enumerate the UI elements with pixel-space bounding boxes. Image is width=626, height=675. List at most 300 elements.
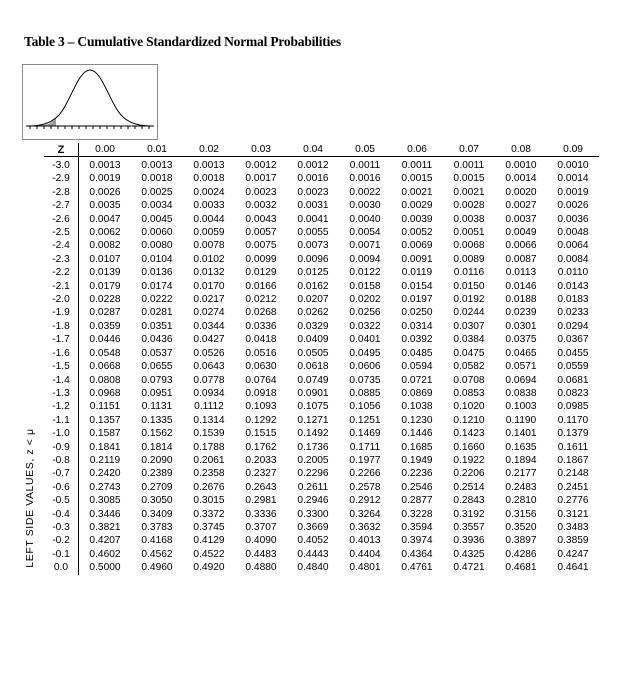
probability-cell: 0.4286 — [505, 548, 537, 560]
table-row — [44, 320, 599, 333]
probability-cell: 0.4443 — [297, 548, 329, 560]
probability-cell: 0.0537 — [141, 347, 173, 359]
probability-cell: 0.2810 — [505, 495, 537, 507]
probability-cell: 0.0010 — [557, 160, 589, 171]
probability-cell: 0.2090 — [141, 454, 173, 466]
probability-cell: 0.0139 — [89, 267, 121, 279]
probability-cell: 0.0082 — [89, 240, 121, 252]
column-header: 0.04 — [303, 144, 323, 155]
probability-cell: 0.1736 — [297, 441, 329, 453]
side-axis-label — [20, 428, 40, 568]
probability-cell: 0.1539 — [193, 428, 225, 440]
z-value-cell: -2.0 — [44, 293, 79, 306]
probability-cell: 0.0102 — [193, 253, 225, 265]
probability-cell: 0.0021 — [453, 186, 485, 198]
probability-cell: 0.1515 — [245, 428, 277, 440]
table-row — [44, 521, 599, 534]
probability-cell: 0.1894 — [505, 454, 537, 466]
probability-cell: 0.3821 — [89, 521, 121, 533]
table-row — [44, 186, 599, 199]
probability-cell: 0.4364 — [401, 548, 433, 560]
probability-cell: 0.3228 — [401, 508, 433, 520]
probability-cell: 0.4602 — [89, 548, 121, 560]
column-header: 0.05 — [355, 144, 375, 155]
table-row — [44, 199, 599, 212]
probability-cell: 0.4247 — [557, 548, 589, 560]
probability-cell: 0.0015 — [401, 173, 433, 185]
probability-cell: 0.4404 — [349, 548, 381, 560]
probability-cell: 0.1056 — [349, 401, 381, 413]
probability-cell: 0.5000 — [89, 562, 121, 574]
probability-cell: 0.2946 — [297, 495, 329, 507]
probability-cell: 0.0222 — [141, 294, 173, 306]
probability-cell: 0.0014 — [505, 173, 537, 185]
z-value-cell: -2.6 — [44, 213, 79, 226]
probability-cell: 0.1446 — [401, 428, 433, 440]
probability-cell: 0.3050 — [141, 495, 173, 507]
probability-cell: 0.2546 — [401, 481, 433, 493]
probability-cell: 0.0427 — [193, 334, 225, 346]
probability-cell: 0.0778 — [193, 374, 225, 386]
probability-cell: 0.0314 — [401, 320, 433, 332]
probability-cell: 0.0013 — [141, 160, 173, 171]
probability-cell: 0.0329 — [297, 320, 329, 332]
probability-cell: 0.0367 — [557, 334, 589, 346]
z-value-cell: -0.3 — [44, 521, 79, 534]
probability-cell: 0.3483 — [557, 521, 589, 533]
probability-cell: 0.0694 — [505, 374, 537, 386]
probability-cell: 0.3264 — [349, 508, 381, 520]
z-value-cell: -1.5 — [44, 360, 79, 373]
probability-cell: 0.4013 — [349, 535, 381, 547]
probability-cell: 0.0025 — [141, 186, 173, 198]
probability-cell: 0.0011 — [349, 160, 381, 171]
probability-cell: 0.0294 — [557, 320, 589, 332]
probability-cell: 0.1711 — [349, 441, 381, 453]
probability-cell: 0.1093 — [245, 401, 277, 413]
z-value-cell: -1.3 — [44, 387, 79, 400]
probability-cell: 0.0262 — [297, 307, 329, 319]
z-table-header-row — [44, 143, 599, 157]
probability-cell: 0.3446 — [89, 508, 121, 520]
probability-cell: 0.3594 — [401, 521, 433, 533]
probability-cell: 0.0749 — [297, 374, 329, 386]
column-header: 0.03 — [251, 144, 271, 155]
probability-cell: 0.1660 — [453, 441, 485, 453]
probability-cell: 0.1210 — [453, 414, 485, 426]
z-value-cell: -1.1 — [44, 414, 79, 427]
probability-cell: 0.2005 — [297, 454, 329, 466]
probability-cell: 0.1379 — [557, 428, 589, 440]
probability-cell: 0.0021 — [401, 186, 433, 198]
z-value-cell: 0.0 — [44, 561, 79, 574]
probability-cell: 0.2033 — [245, 454, 277, 466]
probability-cell: 0.2912 — [349, 495, 381, 507]
probability-cell: 0.3300 — [297, 508, 329, 520]
probability-cell: 0.3859 — [557, 535, 589, 547]
z-value-cell: -1.4 — [44, 374, 79, 387]
probability-cell: 0.1170 — [557, 414, 589, 426]
probability-cell: 0.0162 — [297, 280, 329, 292]
probability-cell: 0.0256 — [349, 307, 381, 319]
probability-cell: 0.0571 — [505, 361, 537, 373]
probability-cell: 0.4801 — [349, 562, 381, 574]
column-header: 0.06 — [407, 144, 427, 155]
probability-cell: 0.4761 — [401, 562, 433, 574]
probability-cell: 0.0132 — [193, 267, 225, 279]
probability-cell: 0.0436 — [141, 334, 173, 346]
probability-cell: 0.0985 — [557, 401, 589, 413]
probability-cell: 0.0054 — [349, 227, 381, 239]
probability-cell: 0.0618 — [297, 361, 329, 373]
probability-cell: 0.0516 — [245, 347, 277, 359]
probability-cell: 0.0344 — [193, 320, 225, 332]
probability-cell: 0.0918 — [245, 387, 277, 399]
probability-cell: 0.0010 — [505, 160, 537, 171]
probability-cell: 0.0062 — [89, 227, 121, 239]
probability-cell: 0.0951 — [141, 387, 173, 399]
probability-cell: 0.0075 — [245, 240, 277, 252]
probability-cell: 0.0212 — [245, 294, 277, 306]
probability-cell: 0.0055 — [297, 227, 329, 239]
probability-cell: 0.0122 — [349, 267, 381, 279]
probability-cell: 0.1314 — [193, 414, 225, 426]
table-row — [44, 347, 599, 360]
probability-cell: 0.0125 — [297, 267, 329, 279]
probability-cell: 0.0392 — [401, 334, 433, 346]
probability-cell: 0.0418 — [245, 334, 277, 346]
probability-cell: 0.3745 — [193, 521, 225, 533]
z-value-cell: -1.0 — [44, 427, 79, 440]
probability-cell: 0.0233 — [557, 307, 589, 319]
probability-cell: 0.0446 — [89, 334, 121, 346]
probability-cell: 0.0011 — [401, 160, 433, 171]
z-value-cell: -0.1 — [44, 548, 79, 561]
probability-cell: 0.2578 — [349, 481, 381, 493]
probability-cell: 0.0019 — [557, 186, 589, 198]
probability-cell: 0.1762 — [245, 441, 277, 453]
probability-cell: 0.2514 — [453, 481, 485, 493]
probability-cell: 0.0808 — [89, 374, 121, 386]
probability-cell: 0.0202 — [349, 294, 381, 306]
probability-cell: 0.0080 — [141, 240, 173, 252]
probability-cell: 0.0018 — [193, 173, 225, 185]
probability-cell: 0.0150 — [453, 280, 485, 292]
probability-cell: 0.0089 — [453, 253, 485, 265]
table-row — [44, 253, 599, 266]
probability-cell: 0.3897 — [505, 535, 537, 547]
probability-cell: 0.4483 — [245, 548, 277, 560]
probability-cell: 0.2981 — [245, 495, 277, 507]
probability-cell: 0.4681 — [505, 562, 537, 574]
probability-cell: 0.0084 — [557, 253, 589, 265]
z-value-cell: -0.6 — [44, 481, 79, 494]
z-value-cell: -1.6 — [44, 347, 79, 360]
z-value-cell: -2.1 — [44, 280, 79, 293]
probability-cell: 0.0039 — [401, 213, 433, 225]
probability-cell: 0.0069 — [401, 240, 433, 252]
probability-cell: 0.1841 — [89, 441, 121, 453]
probability-cell: 0.0030 — [349, 200, 381, 212]
probability-cell: 0.0630 — [245, 361, 277, 373]
probability-cell: 0.1949 — [401, 454, 433, 466]
probability-cell: 0.1357 — [89, 414, 121, 426]
probability-cell: 0.1131 — [141, 401, 173, 413]
probability-cell: 0.1423 — [453, 428, 485, 440]
probability-cell: 0.1867 — [557, 454, 589, 466]
probability-cell: 0.4721 — [453, 562, 485, 574]
table-row — [44, 548, 599, 561]
probability-cell: 0.3707 — [245, 521, 277, 533]
z-value-cell: -0.4 — [44, 508, 79, 521]
probability-cell: 0.0143 — [557, 280, 589, 292]
probability-cell: 0.1230 — [401, 414, 433, 426]
probability-cell: 0.1112 — [194, 401, 224, 413]
column-header: 0.07 — [459, 144, 479, 155]
probability-cell: 0.4840 — [297, 562, 329, 574]
probability-cell: 0.0012 — [297, 160, 329, 171]
probability-cell: 0.0183 — [557, 294, 589, 306]
probability-cell: 0.0475 — [453, 347, 485, 359]
probability-cell: 0.0668 — [89, 361, 121, 373]
probability-cell: 0.4168 — [141, 535, 173, 547]
z-value-cell: -2.2 — [44, 266, 79, 279]
table-row — [44, 360, 599, 373]
probability-cell: 0.0023 — [297, 186, 329, 198]
table-row — [44, 481, 599, 494]
probability-cell: 0.4920 — [193, 562, 225, 574]
probability-cell: 0.1271 — [297, 414, 329, 426]
probability-cell: 0.0166 — [245, 280, 277, 292]
probability-cell: 0.3372 — [193, 508, 225, 520]
probability-cell: 0.0869 — [401, 387, 433, 399]
probability-cell: 0.2389 — [141, 468, 173, 480]
probability-cell: 0.0582 — [453, 361, 485, 373]
table-row — [44, 306, 599, 319]
probability-cell: 0.2483 — [505, 481, 537, 493]
column-header: 0.02 — [199, 144, 219, 155]
table-row — [44, 266, 599, 279]
probability-cell: 0.2148 — [557, 468, 589, 480]
table-row — [44, 280, 599, 293]
probability-cell: 0.0465 — [505, 347, 537, 359]
probability-cell: 0.1685 — [401, 441, 433, 453]
probability-cell: 0.1562 — [141, 428, 173, 440]
probability-cell: 0.0013 — [89, 160, 121, 171]
z-value-cell: -2.4 — [44, 239, 79, 252]
probability-cell: 0.0091 — [401, 253, 433, 265]
probability-cell: 0.0158 — [349, 280, 381, 292]
probability-cell: 0.3085 — [89, 495, 121, 507]
probability-cell: 0.0032 — [245, 200, 277, 212]
probability-cell: 0.2843 — [453, 495, 485, 507]
probability-cell: 0.0104 — [141, 253, 173, 265]
probability-cell: 0.0037 — [505, 213, 537, 225]
probability-cell: 0.1977 — [349, 454, 381, 466]
probability-cell: 0.0838 — [505, 387, 537, 399]
table-row — [44, 427, 599, 440]
probability-cell: 0.2119 — [89, 454, 121, 466]
probability-cell: 0.0094 — [349, 253, 381, 265]
z-value-cell: -1.7 — [44, 333, 79, 346]
probability-cell: 0.2611 — [297, 481, 329, 493]
probability-cell: 0.0764 — [245, 374, 277, 386]
z-value-cell: -2.3 — [44, 253, 79, 266]
table-row — [44, 441, 599, 454]
probability-cell: 0.0066 — [505, 240, 537, 252]
table-row — [44, 157, 599, 173]
z-column-header: Z — [44, 143, 79, 157]
probability-cell: 0.0274 — [193, 307, 225, 319]
probability-cell: 0.1151 — [89, 401, 121, 413]
probability-cell: 0.0071 — [349, 240, 381, 252]
probability-cell: 0.0485 — [401, 347, 433, 359]
probability-cell: 0.4052 — [297, 535, 329, 547]
probability-cell: 0.1292 — [245, 414, 277, 426]
probability-cell: 0.0307 — [453, 320, 485, 332]
probability-cell: 0.0594 — [401, 361, 433, 373]
probability-cell: 0.0655 — [141, 361, 173, 373]
probability-cell: 0.2358 — [193, 468, 225, 480]
probability-cell: 0.0022 — [349, 186, 381, 198]
table-row — [44, 414, 599, 427]
probability-cell: 0.0681 — [557, 374, 589, 386]
probability-cell: 0.0170 — [193, 280, 225, 292]
probability-cell: 0.1190 — [505, 414, 537, 426]
probability-cell: 0.2451 — [557, 481, 589, 493]
z-value-cell: -1.2 — [44, 400, 79, 413]
probability-cell: 0.3015 — [193, 495, 225, 507]
probability-cell: 0.1922 — [453, 454, 485, 466]
probability-cell: 0.0038 — [453, 213, 485, 225]
probability-cell: 0.4090 — [245, 535, 277, 547]
probability-cell: 0.0793 — [141, 374, 173, 386]
probability-cell: 0.0020 — [505, 186, 537, 198]
probability-cell: 0.4522 — [193, 548, 225, 560]
probability-cell: 0.1401 — [505, 428, 537, 440]
probability-cell: 0.0336 — [245, 320, 277, 332]
probability-cell: 0.2643 — [245, 481, 277, 493]
probability-cell: 0.0351 — [141, 320, 173, 332]
probability-cell: 0.0207 — [297, 294, 329, 306]
probability-cell: 0.0239 — [505, 307, 537, 319]
probability-cell: 0.0073 — [297, 240, 329, 252]
normal-curve-icon — [22, 64, 158, 140]
z-value-cell: -2.7 — [44, 199, 79, 212]
probability-cell: 0.4960 — [141, 562, 173, 574]
probability-cell: 0.0059 — [193, 227, 225, 239]
probability-cell: 0.0735 — [349, 374, 381, 386]
z-value-cell: -2.5 — [44, 226, 79, 239]
probability-cell: 0.3192 — [453, 508, 485, 520]
probability-cell: 0.0110 — [557, 267, 589, 279]
z-value-cell: -0.7 — [44, 467, 79, 480]
probability-cell: 0.0045 — [141, 213, 173, 225]
probability-cell: 0.4325 — [453, 548, 485, 560]
probability-cell: 0.0012 — [245, 160, 277, 171]
probability-cell: 0.0119 — [401, 267, 433, 279]
probability-cell: 0.0548 — [89, 347, 121, 359]
probability-cell: 0.0026 — [557, 200, 589, 212]
probability-cell: 0.0052 — [401, 227, 433, 239]
probability-cell: 0.0023 — [245, 186, 277, 198]
table-row — [44, 239, 599, 252]
probability-cell: 0.0078 — [193, 240, 225, 252]
table-row — [44, 508, 599, 521]
probability-cell: 0.0455 — [557, 347, 589, 359]
probability-cell: 0.0287 — [89, 307, 121, 319]
probability-cell: 0.0823 — [557, 387, 589, 399]
table-row — [44, 172, 599, 185]
probability-cell: 0.0174 — [141, 280, 173, 292]
z-value-cell: -0.9 — [44, 441, 79, 454]
probability-cell: 0.0036 — [557, 213, 589, 225]
probability-cell: 0.1635 — [505, 441, 537, 453]
table-row — [44, 534, 599, 547]
probability-cell: 0.0853 — [453, 387, 485, 399]
probability-cell: 0.0035 — [89, 200, 121, 212]
probability-cell: 0.0708 — [453, 374, 485, 386]
table-row — [44, 494, 599, 507]
z-value-cell: -1.8 — [44, 320, 79, 333]
probability-cell: 0.0495 — [349, 347, 381, 359]
column-header: 0.08 — [511, 144, 531, 155]
table-row — [44, 561, 599, 574]
probability-cell: 0.3936 — [453, 535, 485, 547]
probability-cell: 0.0033 — [193, 200, 225, 212]
probability-cell: 0.0268 — [245, 307, 277, 319]
probability-cell: 0.0034 — [141, 200, 173, 212]
probability-cell: 0.0559 — [557, 361, 589, 373]
probability-cell: 0.0401 — [349, 334, 381, 346]
probability-cell: 0.1492 — [297, 428, 329, 440]
probability-cell: 0.3336 — [245, 508, 277, 520]
probability-cell: 0.2877 — [401, 495, 433, 507]
probability-cell: 0.0016 — [349, 173, 381, 185]
probability-cell: 0.0359 — [89, 320, 121, 332]
probability-cell: 0.0116 — [453, 267, 485, 279]
probability-cell: 0.1469 — [349, 428, 381, 440]
probability-cell: 0.0043 — [245, 213, 277, 225]
probability-cell: 0.0028 — [453, 200, 485, 212]
probability-cell: 0.0026 — [89, 186, 121, 198]
column-header: 0.01 — [147, 144, 167, 155]
z-value-cell: -2.8 — [44, 186, 79, 199]
z-value-cell: -2.9 — [44, 172, 79, 185]
z-table — [44, 143, 599, 575]
table-row — [44, 454, 599, 467]
probability-cell: 0.1020 — [453, 401, 485, 413]
probability-cell: 0.0968 — [89, 387, 121, 399]
probability-cell: 0.0014 — [557, 173, 589, 185]
side-axis-label-text: LEFT SIDE VALUES, z < μ — [24, 428, 36, 568]
probability-cell: 0.0068 — [453, 240, 485, 252]
probability-cell: 0.2676 — [193, 481, 225, 493]
probability-cell: 0.2296 — [297, 468, 329, 480]
probability-cell: 0.0064 — [557, 240, 589, 252]
probability-cell: 0.0146 — [505, 280, 537, 292]
probability-cell: 0.1814 — [141, 441, 173, 453]
probability-cell: 0.0017 — [245, 173, 277, 185]
probability-cell: 0.2206 — [453, 468, 485, 480]
probability-cell: 0.0011 — [453, 160, 485, 171]
probability-cell: 0.4562 — [141, 548, 173, 560]
probability-cell: 0.3409 — [141, 508, 173, 520]
probability-cell: 0.3974 — [401, 535, 433, 547]
probability-cell: 0.0409 — [297, 334, 329, 346]
table-row — [44, 387, 599, 400]
table-row — [44, 333, 599, 346]
